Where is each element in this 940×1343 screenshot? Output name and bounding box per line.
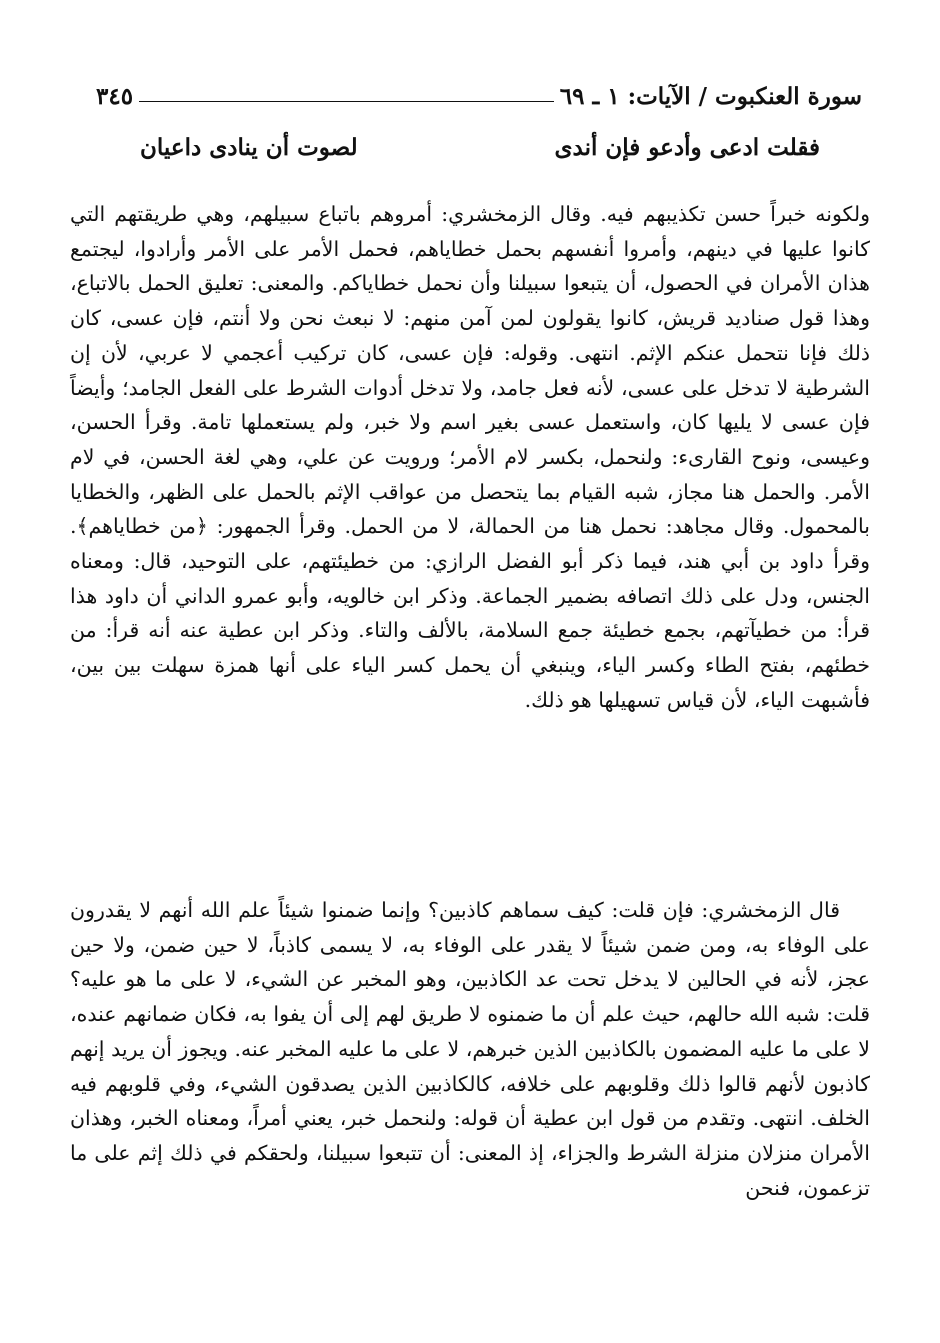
verse-second-hemistich: لصوت أن ينادى داعيان (140, 134, 358, 161)
verse-first-hemistich: فقلت ادعى وأدعو فإن أندى (554, 134, 820, 161)
header-title: سورة العنكبوت / الآيات: ١ ـ ٦٩ (559, 83, 862, 110)
header-rule (139, 101, 554, 102)
body-paragraph: قال الزمخشري: فإن قلت: كيف سماهم كاذبين؟ وإنما ضمنوا شيئاً علم الله أنهم لا يقدرون على الوفاء به، ومن ضمن شيئاً لا يقدر على الوفاء به، لا يسمى كاذباً، لا حين ضمن، ولا حين عجز، لأنه في الحالين لا يدخل تحت عد الكاذبين، وهو المخبر عن الشيء، لا على ما هو عليه؟ قلت: شبه الله حالهم، حيث علم أن ما ضمنوه لا طريق لهم إلى أن يفوا به، فكان ضمانهم عنده، لا على ما عليه المضمون بالكاذبين الذين خبرهم، لا على ما عليه المخبر عنه. ويجوز أن يريد إنهم كاذبون لأنهم قالوا ذلك وقلوبهم على خلافه، كالكاذبين الذين يصدقون الشيء، وفي قلوبهم فيه الخلف. انتهى. وتقدم من قول ابن عطية أن قوله: ولنحمل خبر، يعني أمراً، ومعناه الخبر، وهذان الأمران منزلان منزلة الشرط والجزاء، إذ المعنى: أن تتبعوا سبيلنا، ولحقكم في ذلك إثم على ما تزعمون، فنحن (70, 898, 870, 1200)
poetry-verse (140, 134, 820, 174)
body-paragraph: ولكونه خبراً حسن تكذيبهم فيه. وقال الزمخشري: أمروهم باتباع سبيلهم، وهي طريقتهم التي كانوا عليها في دينهم، وأمروا أنفسهم بحمل خطاياهم، فحمل الأمر على الأمر وأرادوا، ليجتمع هذان الأمران في الحصول، أن يتبعوا سبيلنا وأن نحمل خطاياكم. والمعنى: تعليق الحمل بالاتباع، وهذا قول صناديد قريش، كانوا يقولون لمن آمن منهم: لا نبعث نحن ولا أنتم، فإن عسى، كان ذلك فإنا نتحمل عنكم الإثم. انتهى. وقوله: فإن عسى، كان تركيب أعجمي لا عربي، لأن إن الشرطية لا تدخل على عسى، لأنه فعل جامد، ولا تدخل أدوات الشرط على الفعل الجامد؛ وأيضاً فإن عسى لا يليها كان، واستعمل عسى بغير اسم ولا خبر، ولم يستعملها تامة. وقرأ الحسن، وعيسى، ونوح القارىء: ولنحمل، بكسر لام الأمر؛ ورويت عن علي، وهي لغة الحسن، في لام الأمر. والحمل هنا مجاز، شبه القيام بما يتحصل من عواقب الإثم بالحمل على الظهر، والخطايا بالمحمول. وقال مجاهد: نحمل هنا من الحمالة، لا من الحمل. وقرأ الجمهور: ﴿من خطاياهم﴾. وقرأ داود بن أبي هند، فيما ذكر أبو الفضل الرازي: من خطيئتهم، على التوحيد، قال: ومعناه الجنس، ودل على ذلك اتصافه بضمير الجماعة. وذكر ابن خالويه، وأبو عمرو الداني أن داود هذا قرأ: من خطيآتهم، بجمع خطيئة جمع السلامة، بالألف والتاء. وذكر ابن عطية عنه أنه قرأ: من خطئهم، بفتح الطاء وكسر الياء، وينبغي أن يحمل كسر الياء على أنها همزة سهلت بين بين، فأشبهت الياء، لأن قياس تسهيلها هو ذلك. (70, 202, 870, 712)
page-number: ٣٤٥ (96, 83, 134, 110)
running-header (96, 74, 862, 110)
